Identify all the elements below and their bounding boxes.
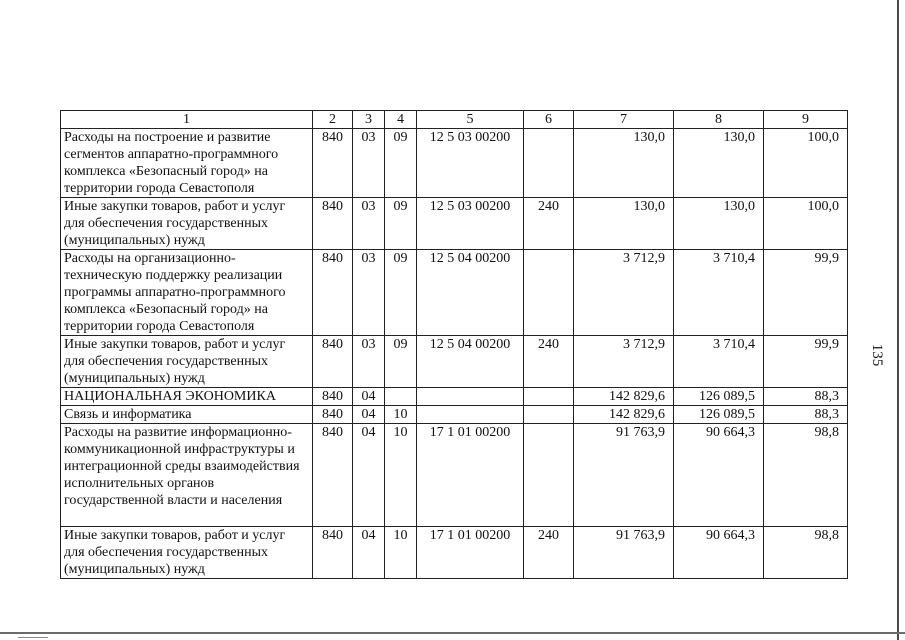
cell-plan: 91 763,9 <box>574 424 674 527</box>
cell-expense-type: 240 <box>524 527 574 579</box>
cell-admin-code: 840 <box>313 250 353 336</box>
cell-admin-code: 840 <box>313 424 353 527</box>
cell-description: Иные закупки товаров, работ и услуг для обеспечения государственных (муниципальных) нужд <box>61 198 313 250</box>
cell-subsection: 09 <box>385 129 417 198</box>
cell-expense-type <box>524 424 574 527</box>
table-row <box>61 129 848 198</box>
cell-description: Иные закупки товаров, работ и услуг для обеспечения государственных (муниципальных) нужд <box>61 527 313 579</box>
cell-admin-code: 840 <box>313 198 353 250</box>
table-row <box>61 424 848 527</box>
cell-expense-type <box>524 406 574 424</box>
table-row <box>61 336 848 388</box>
cell-section: 04 <box>353 388 385 406</box>
cell-actual: 126 089,5 <box>674 388 764 406</box>
cell-plan: 130,0 <box>574 129 674 198</box>
cell-description: Расходы на организационно-техническую поддержку реализации программы аппаратно-программного комплекса «Безопасный город» на территории города Севастополя <box>61 250 313 336</box>
cell-target-article <box>417 388 524 406</box>
cell-percent: 98,8 <box>764 527 848 579</box>
cell-description: Связь и информатика <box>61 406 313 424</box>
cell-expense-type <box>524 129 574 198</box>
column-header-9: 9 <box>764 111 848 129</box>
cell-expense-type: 240 <box>524 336 574 388</box>
cell-target-article: 12 5 03 00200 <box>417 198 524 250</box>
cell-target-article: 17 1 01 00200 <box>417 424 524 527</box>
cell-expense-type <box>524 388 574 406</box>
cell-actual: 90 664,3 <box>674 527 764 579</box>
cell-target-article: 12 5 04 00200 <box>417 336 524 388</box>
table-row <box>61 250 848 336</box>
cell-percent: 98,8 <box>764 424 848 527</box>
cell-actual: 90 664,3 <box>674 424 764 527</box>
page-edge-bottom <box>0 632 905 634</box>
budget-table <box>60 110 848 579</box>
cell-percent: 99,9 <box>764 336 848 388</box>
scan-mark <box>18 637 48 638</box>
cell-subsection: 10 <box>385 424 417 527</box>
cell-actual: 130,0 <box>674 198 764 250</box>
cell-admin-code: 840 <box>313 388 353 406</box>
cell-plan: 130,0 <box>574 198 674 250</box>
cell-description: Расходы на развитие информационно-коммуникационной инфраструктуры и интеграционной среды взаимодействия исполнительных органов государственной власти и населения <box>61 424 313 527</box>
column-header-4: 4 <box>385 111 417 129</box>
table-body <box>61 111 848 579</box>
page-number: 135 <box>869 343 885 367</box>
cell-plan: 142 829,6 <box>574 406 674 424</box>
cell-target-article: 12 5 04 00200 <box>417 250 524 336</box>
cell-target-article <box>417 406 524 424</box>
cell-plan: 3 712,9 <box>574 250 674 336</box>
table-row <box>61 527 848 579</box>
cell-plan: 142 829,6 <box>574 388 674 406</box>
cell-target-article: 12 5 03 00200 <box>417 129 524 198</box>
cell-description: НАЦИОНАЛЬНАЯ ЭКОНОМИКА <box>61 388 313 406</box>
cell-subsection: 10 <box>385 527 417 579</box>
cell-actual: 126 089,5 <box>674 406 764 424</box>
cell-percent: 99,9 <box>764 250 848 336</box>
cell-admin-code: 840 <box>313 336 353 388</box>
cell-section: 03 <box>353 129 385 198</box>
column-header-1: 1 <box>61 111 313 129</box>
cell-percent: 88,3 <box>764 388 848 406</box>
page-edge <box>897 0 899 640</box>
cell-section: 03 <box>353 250 385 336</box>
cell-percent: 100,0 <box>764 129 848 198</box>
cell-admin-code: 840 <box>313 527 353 579</box>
cell-actual: 130,0 <box>674 129 764 198</box>
table-row <box>61 198 848 250</box>
cell-admin-code: 840 <box>313 129 353 198</box>
cell-subsection: 09 <box>385 336 417 388</box>
cell-section: 04 <box>353 527 385 579</box>
table-row <box>61 388 848 406</box>
column-header-8: 8 <box>674 111 764 129</box>
cell-admin-code: 840 <box>313 406 353 424</box>
cell-percent: 100,0 <box>764 198 848 250</box>
cell-expense-type: 240 <box>524 198 574 250</box>
cell-actual: 3 710,4 <box>674 336 764 388</box>
cell-expense-type <box>524 250 574 336</box>
cell-section: 04 <box>353 406 385 424</box>
cell-subsection: 10 <box>385 406 417 424</box>
column-header-5: 5 <box>417 111 524 129</box>
header-row <box>61 111 848 129</box>
cell-section: 03 <box>353 336 385 388</box>
cell-subsection: 09 <box>385 198 417 250</box>
cell-description: Иные закупки товаров, работ и услуг для обеспечения государственных (муниципальных) нужд <box>61 336 313 388</box>
table-row <box>61 406 848 424</box>
column-header-6: 6 <box>524 111 574 129</box>
cell-subsection <box>385 388 417 406</box>
cell-plan: 91 763,9 <box>574 527 674 579</box>
cell-target-article: 17 1 01 00200 <box>417 527 524 579</box>
column-header-3: 3 <box>353 111 385 129</box>
column-header-7: 7 <box>574 111 674 129</box>
column-header-2: 2 <box>313 111 353 129</box>
cell-actual: 3 710,4 <box>674 250 764 336</box>
cell-subsection: 09 <box>385 250 417 336</box>
cell-plan: 3 712,9 <box>574 336 674 388</box>
cell-section: 04 <box>353 424 385 527</box>
cell-percent: 88,3 <box>764 406 848 424</box>
cell-section: 03 <box>353 198 385 250</box>
cell-description: Расходы на построение и развитие сегментов аппаратно-программного комплекса «Безопасный город» на территории города Севастополя <box>61 129 313 198</box>
